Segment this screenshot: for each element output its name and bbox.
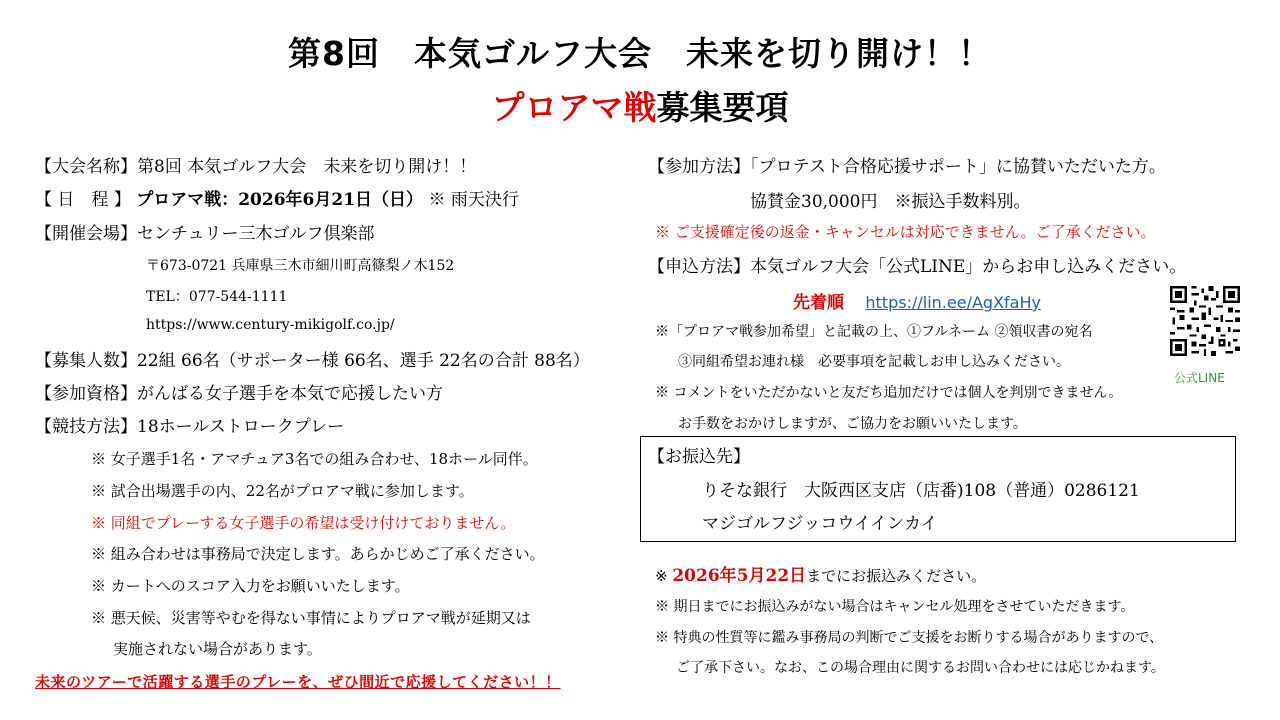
nittei-row	[35, 185, 519, 210]
note-item: ※ カートへのスコア入力をお願いいたします。	[91, 577, 410, 595]
qr-label: 公式LINE	[1174, 371, 1225, 385]
refuse-note: ※ 特典の性質等に鑑み事務局の判断でご支援をお断りする場合がありますので、	[655, 630, 1164, 646]
deadline-suffix: までにお振込みください。	[806, 567, 987, 585]
note-item: ※ 試合出場選手の内、22名がプロアマ戦に参加します。	[91, 482, 474, 500]
boshu-row	[35, 346, 590, 371]
sanka-row	[648, 152, 1166, 177]
furikomi-label: 【お振込先】	[648, 447, 750, 467]
kyosan-amount: 協賛金30,000円 ※振込手数料別。	[750, 192, 1031, 212]
bank-info: りそな銀行 大阪西区支店（店番)108（普通）0286121	[702, 481, 1140, 501]
account-name: マジゴルフジッコウイインカイ	[702, 514, 938, 534]
apply-note: ※ コメントをいただかないと友だち追加だけでは個人を判別できません。	[655, 385, 1123, 401]
note-item: ※ 女子選手1名・アマチュア3名での組み合わせ、18ホール同伴。	[91, 450, 538, 468]
kaijo-label: 【開催会場】	[35, 224, 137, 244]
deadline-row	[655, 561, 986, 586]
page-title: 第8回 本気ゴルフ大会 未来を切り開け！！	[288, 34, 992, 73]
nittei-value: プロアマ戦：2026年6月21日（日）	[136, 190, 424, 210]
apply-note: ③同組希望お連れ様 必要事項を記載しお申し込みください。	[678, 354, 1070, 370]
deadline-prefix: ※	[655, 567, 673, 585]
shikaku-value: がんばる女子選手を本気で応援したい方	[137, 384, 443, 404]
nittei-label: 【 日 程 】	[35, 190, 131, 210]
note-item: 実施されない場合があります。	[113, 640, 322, 658]
taikai-label: 【大会名称】	[35, 157, 137, 177]
sanka-value: 「プロテスト合格応援サポート」に協賛いただいた方。	[750, 157, 1166, 177]
deadline-date: 2026年5月22日	[672, 566, 807, 586]
senchaku-row	[793, 288, 1041, 313]
qr-code-icon[interactable]	[1170, 283, 1240, 359]
kyogi-row	[35, 412, 344, 437]
note-item: ※ 組み合わせは事務局で決定します。あらかじめご了承ください。	[91, 545, 545, 563]
shikaku-row	[35, 379, 443, 404]
nittei-note: ※ 雨天決行	[428, 190, 519, 210]
moshikomi-row	[648, 252, 1186, 277]
apply-note: お手数をおかけしますが、ご協力をお願いいたします。	[678, 416, 1027, 432]
shikaku-label: 【参加資格】	[35, 384, 137, 404]
sanka-label: 【参加方法】	[648, 157, 750, 177]
subtitle-proam: プロアマ戦	[491, 88, 657, 127]
senchaku-label: 先着順	[793, 293, 844, 313]
page-subtitle	[0, 82, 1280, 129]
taikai-value: 第8回 本気ゴルフ大会 未来を切り開け！！	[137, 157, 477, 177]
taikai-row	[35, 152, 476, 177]
subtitle-boshu: 募集要項	[656, 88, 789, 127]
apply-note: ※「プロアマ戦参加希望」と記載の上、①フルネーム ②領収書の宛名	[655, 324, 1093, 340]
venue-url[interactable]: https://www.century-mikigolf.co.jp/	[146, 317, 395, 333]
refund-warning: ※ ご支援確定後の返金・キャンセルは対応できません。ご了承ください。	[655, 223, 1156, 241]
boshu-label: 【募集人数】	[35, 351, 137, 371]
tel: TEL：077-544-1111	[146, 289, 288, 305]
boshu-value: 22組 66名（サポーター様 66名、選手 22名の合計 88名）	[137, 351, 590, 371]
footer-message: 未来のツアーで活躍する選手のプレーを、ぜひ間近で応援してください！！	[35, 673, 561, 691]
address: 〒673-0721 兵庫県三木市細川町高篠梨ノ木152	[146, 258, 455, 274]
kyogi-label: 【競技方法】	[35, 417, 137, 437]
note-item: ※ 悪天候、災害等やむを得ない事情によりプロアマ戦が延期又は	[91, 609, 531, 627]
kaijo-value: センチュリー三木ゴルフ倶楽部	[137, 224, 375, 244]
moshikomi-value: 本気ゴルフ大会「公式LINE」からお申し込みください。	[750, 257, 1187, 277]
note-item-warning: ※ 同組でプレーする女子選手の希望は受け付けておりません。	[91, 514, 516, 532]
moshikomi-label: 【申込方法】	[648, 257, 750, 277]
line-link[interactable]: https://lin.ee/AgXfaHy	[865, 293, 1041, 312]
kyogi-value: 18ホールストロークプレー	[137, 417, 345, 437]
refuse-note: ご了承下さい。なお、この場合理由に関するお問い合わせには応じかねます。	[676, 660, 1165, 676]
cancel-note: ※ 期日までにお振込みがない場合はキャンセル処理をさせていただきます。	[655, 599, 1135, 615]
kaijo-row	[35, 219, 375, 244]
